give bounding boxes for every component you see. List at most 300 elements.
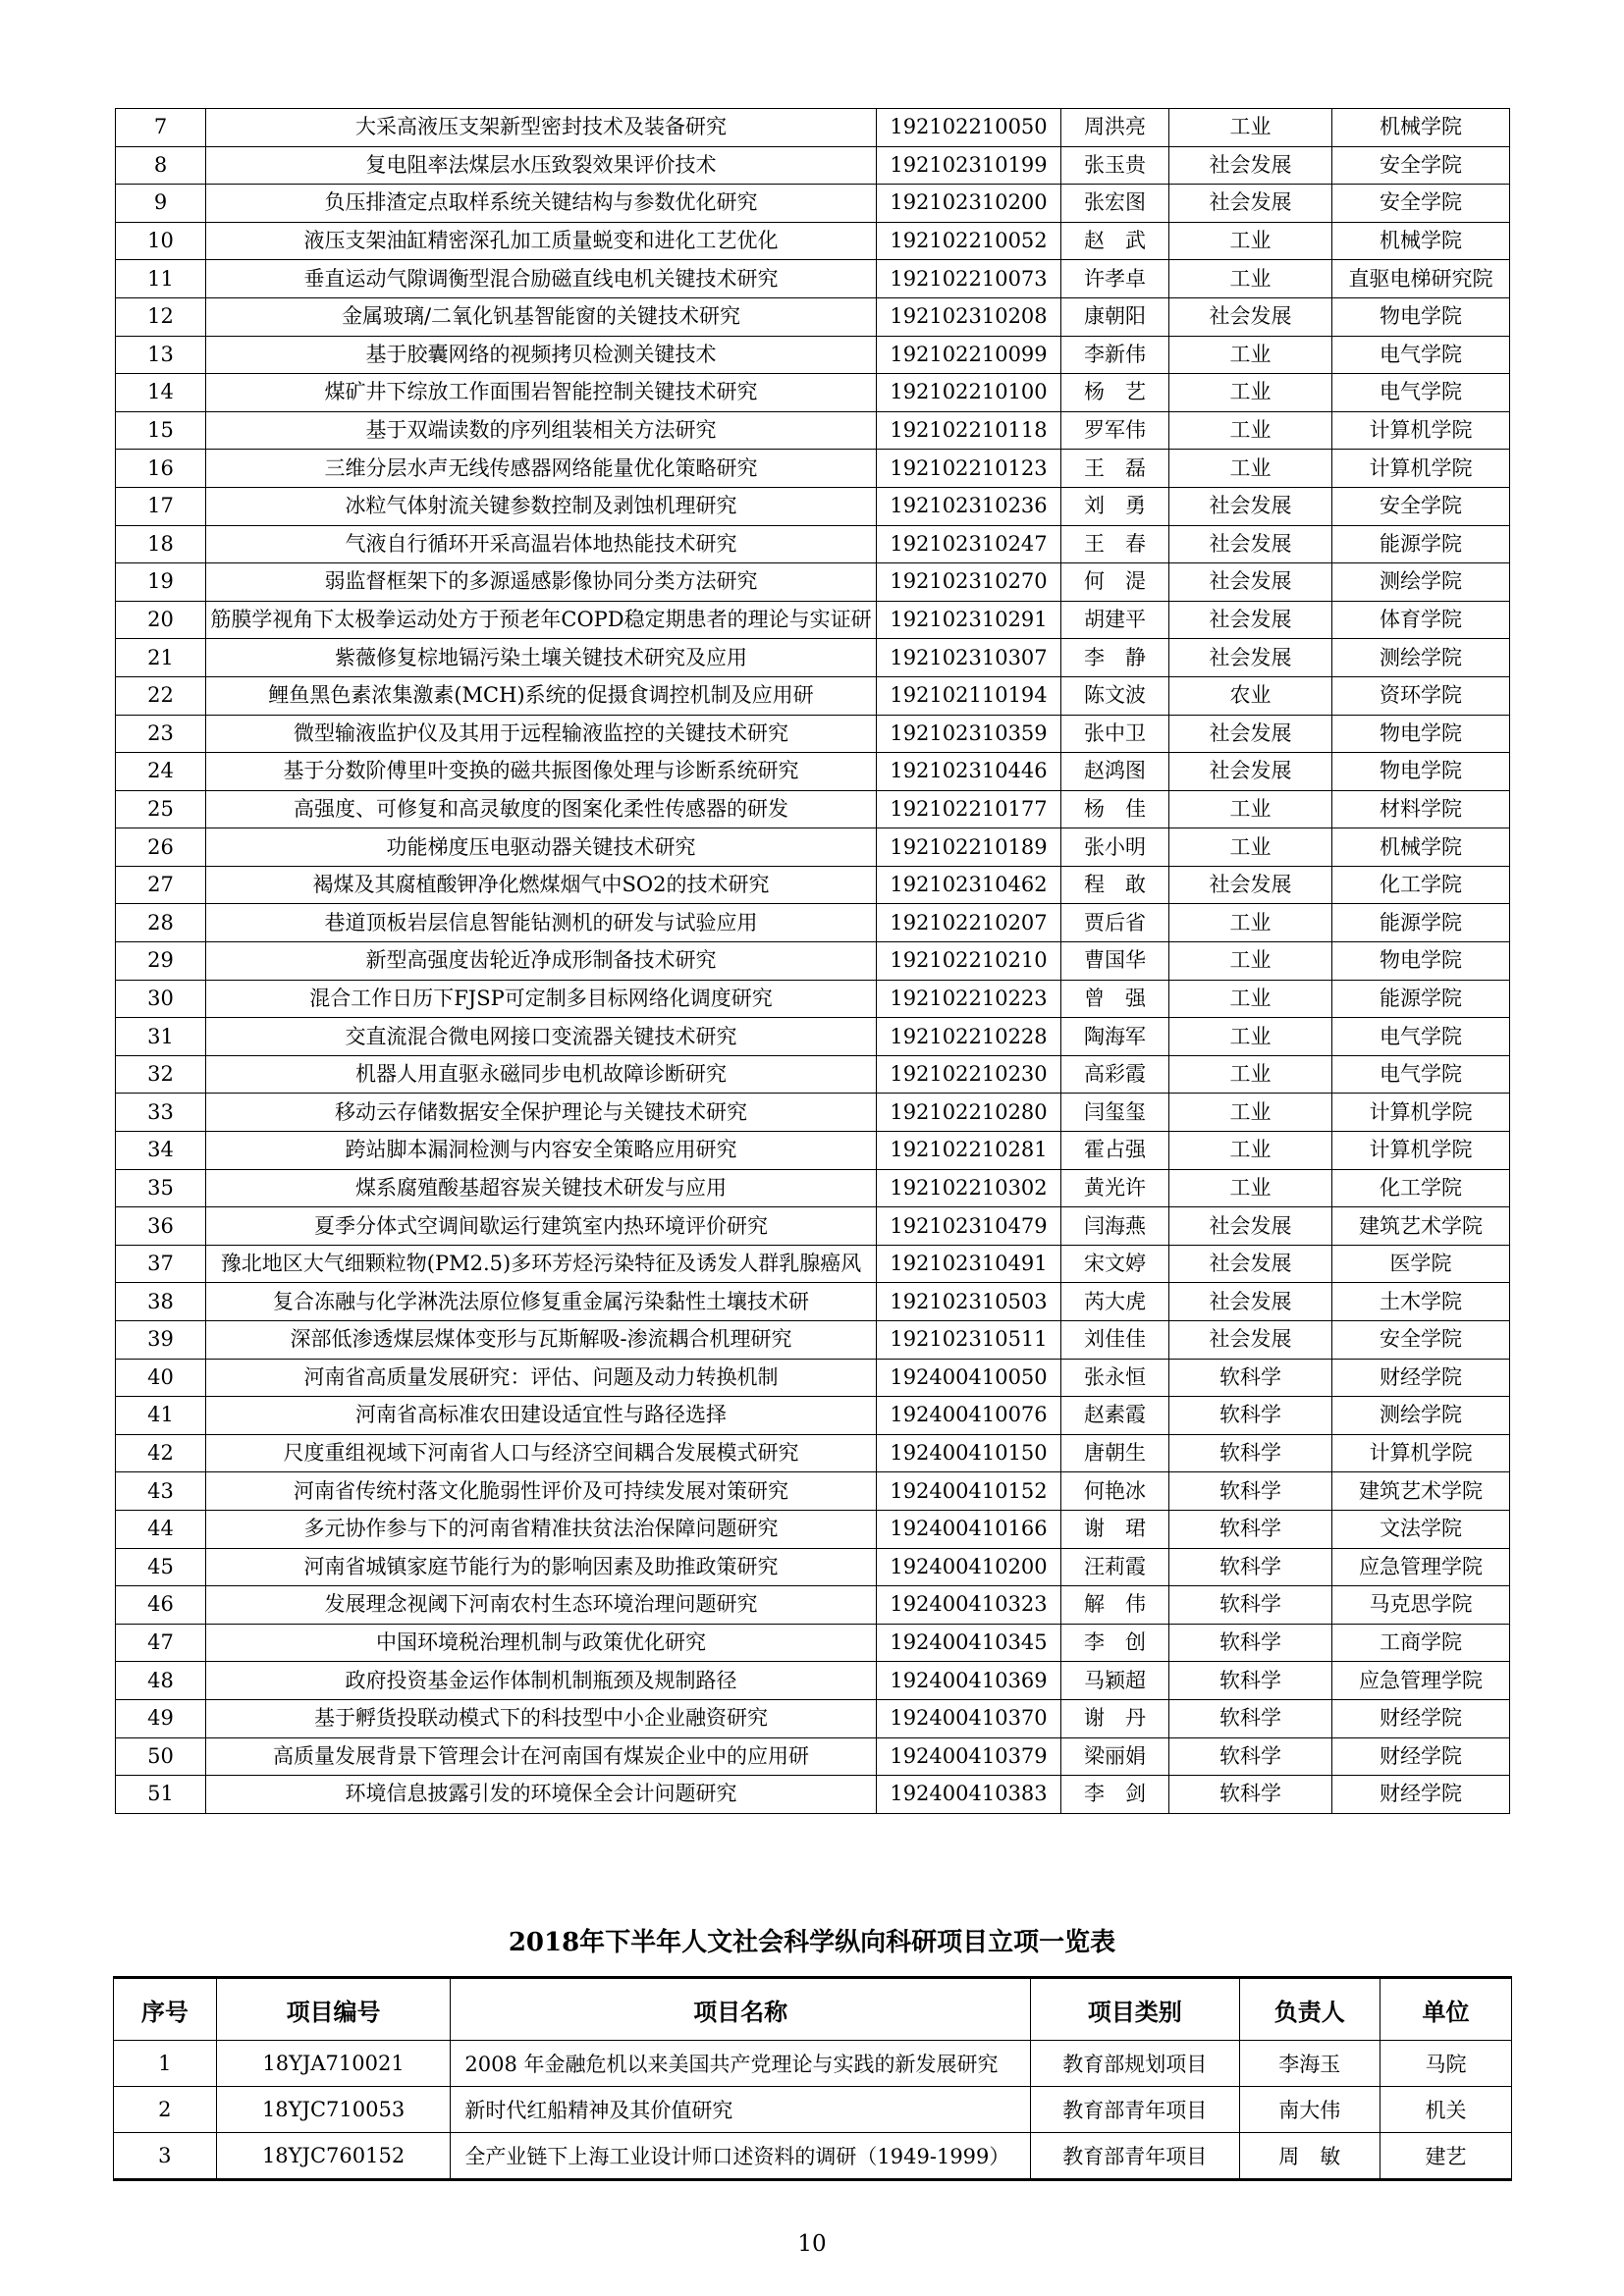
humanities-project-table xyxy=(113,1976,1512,2181)
cell-category: 社会发展 xyxy=(1169,487,1332,525)
cell-leader: 汪莉霞 xyxy=(1061,1548,1169,1586)
cell-category: 工业 xyxy=(1169,1132,1332,1170)
cell-category: 软科学 xyxy=(1169,1737,1332,1776)
cell-project-code: 192400410050 xyxy=(877,1359,1061,1397)
cell-project-code: 192102310236 xyxy=(877,487,1061,525)
cell-department: 测绘学院 xyxy=(1332,1397,1510,1435)
cell-row-index: 16 xyxy=(116,450,206,488)
cell-category: 社会发展 xyxy=(1169,715,1332,753)
cell-department: 测绘学院 xyxy=(1332,563,1510,602)
table-row xyxy=(116,1132,1510,1170)
cell-project-code: 192102110194 xyxy=(877,676,1061,715)
cell-project-name: 高强度、可修复和高灵敏度的图案化柔性传感器的研发 xyxy=(206,790,877,828)
cell-department: 马克思学院 xyxy=(1332,1586,1510,1625)
cell-project-code: 192102210123 xyxy=(877,450,1061,488)
table-row xyxy=(116,336,1510,374)
table-row xyxy=(116,487,1510,525)
table-row xyxy=(116,1169,1510,1207)
cell-row-index: 40 xyxy=(116,1359,206,1397)
cell-leader: 赵 武 xyxy=(1061,222,1169,260)
cell-leader: 张玉贵 xyxy=(1061,146,1169,185)
cell-project-code: 192102310291 xyxy=(877,601,1061,639)
cell-category: 工业 xyxy=(1169,904,1332,942)
cell-category: 软科学 xyxy=(1169,1699,1332,1737)
cell-project-code: 192102310511 xyxy=(877,1321,1061,1360)
cell-row-index: 35 xyxy=(116,1169,206,1207)
cell-leader: 曾 强 xyxy=(1061,980,1169,1018)
cell-category: 工业 xyxy=(1169,109,1332,147)
cell-leader: 宋文婷 xyxy=(1061,1245,1169,1283)
page-number: 10 xyxy=(797,2231,827,2257)
cell-row-index: 12 xyxy=(116,297,206,336)
column-header: 项目名称 xyxy=(451,1978,1031,2041)
table-row xyxy=(116,904,1510,942)
cell-project-name: 褐煤及其腐植酸钾净化燃煤烟气中SO2的技术研究 xyxy=(206,866,877,904)
cell-leader: 胡建平 xyxy=(1061,601,1169,639)
cell-category: 软科学 xyxy=(1169,1624,1332,1662)
cell-category: 工业 xyxy=(1169,260,1332,298)
cell-department: 机械学院 xyxy=(1332,828,1510,867)
cell-project-code: 192102210189 xyxy=(877,828,1061,867)
table-row xyxy=(116,1018,1510,1056)
cell-project-name: 煤矿井下综放工作面围岩智能控制关键技术研究 xyxy=(206,374,877,412)
cell-department: 能源学院 xyxy=(1332,904,1510,942)
cell-department: 建筑艺术学院 xyxy=(1332,1472,1510,1511)
cell-department: 应急管理学院 xyxy=(1332,1548,1510,1586)
cell-leader: 康朝阳 xyxy=(1061,297,1169,336)
cell-project-code: 192102310462 xyxy=(877,866,1061,904)
cell-project-name: 新型高强度齿轮近净成形制备技术研究 xyxy=(206,942,877,981)
cell-project-code: 192102310200 xyxy=(877,185,1061,223)
cell-category: 工业 xyxy=(1169,1055,1332,1094)
cell-department: 化工学院 xyxy=(1332,866,1510,904)
cell-row-index: 7 xyxy=(116,109,206,147)
cell-row-index: 50 xyxy=(116,1737,206,1776)
cell-category: 软科学 xyxy=(1169,1397,1332,1435)
cell-leader: 周 敏 xyxy=(1239,2133,1380,2180)
cell-project-code: 192102210280 xyxy=(877,1094,1061,1132)
cell-department: 文法学院 xyxy=(1332,1510,1510,1548)
cell-department: 能源学院 xyxy=(1332,980,1510,1018)
table-row xyxy=(116,1283,1510,1321)
cell-project-name: 基于双端读数的序列组装相关方法研究 xyxy=(206,411,877,450)
cell-project-code: 192102210223 xyxy=(877,980,1061,1018)
table-row xyxy=(116,676,1510,715)
cell-unit: 马院 xyxy=(1380,2041,1511,2087)
cell-leader: 张宏图 xyxy=(1061,185,1169,223)
cell-project-name: 交直流混合微电网接口变流器关键技术研究 xyxy=(206,1018,877,1056)
table-row xyxy=(116,1472,1510,1511)
cell-row-index: 11 xyxy=(116,260,206,298)
cell-project-type: 教育部规划项目 xyxy=(1030,2041,1239,2087)
cell-project-code: 192102210073 xyxy=(877,260,1061,298)
table-row xyxy=(116,1321,1510,1360)
cell-project-name: 大采高液压支架新型密封技术及装备研究 xyxy=(206,109,877,147)
cell-row-index: 42 xyxy=(116,1434,206,1472)
cell-department: 电气学院 xyxy=(1332,336,1510,374)
cell-leader: 闫玺玺 xyxy=(1061,1094,1169,1132)
cell-project-name: 垂直运动气隙调衡型混合励磁直线电机关键技术研究 xyxy=(206,260,877,298)
cell-leader: 赵鸿图 xyxy=(1061,753,1169,791)
table-row xyxy=(116,980,1510,1018)
cell-leader: 李海玉 xyxy=(1239,2041,1380,2087)
cell-department: 机械学院 xyxy=(1332,109,1510,147)
cell-project-name: 冰粒气体射流关键参数控制及剥蚀机理研究 xyxy=(206,487,877,525)
cell-row-index: 10 xyxy=(116,222,206,260)
cell-project-name: 全产业链下上海工业设计师口述资料的调研（1949-1999） xyxy=(451,2133,1031,2180)
cell-row-index: 13 xyxy=(116,336,206,374)
table-row xyxy=(116,146,1510,185)
cell-department: 直驱电梯研究院 xyxy=(1332,260,1510,298)
cell-leader: 陶海军 xyxy=(1061,1018,1169,1056)
cell-row-index: 24 xyxy=(116,753,206,791)
cell-row-index: 33 xyxy=(116,1094,206,1132)
cell-row-index: 48 xyxy=(116,1662,206,1700)
cell-category: 工业 xyxy=(1169,222,1332,260)
cell-department: 测绘学院 xyxy=(1332,639,1510,677)
cell-leader: 曹国华 xyxy=(1061,942,1169,981)
cell-project-name: 河南省传统村落文化脆弱性评价及可持续发展对策研究 xyxy=(206,1472,877,1511)
cell-project-name: 夏季分体式空调间歇运行建筑室内热环境评价研究 xyxy=(206,1207,877,1246)
cell-project-name: 金属玻璃/二氧化钒基智能窗的关键技术研究 xyxy=(206,297,877,336)
cell-leader: 罗军伟 xyxy=(1061,411,1169,450)
cell-department: 财经学院 xyxy=(1332,1699,1510,1737)
cell-project-name: 液压支架油缸精密深孔加工质量蜕变和进化工艺优化 xyxy=(206,222,877,260)
cell-leader: 梁丽娟 xyxy=(1061,1737,1169,1776)
table-row xyxy=(116,1434,1510,1472)
cell-department: 安全学院 xyxy=(1332,1321,1510,1360)
cell-row-index: 38 xyxy=(116,1283,206,1321)
cell-department: 安全学院 xyxy=(1332,146,1510,185)
cell-leader: 闫海燕 xyxy=(1061,1207,1169,1246)
table-row xyxy=(116,1624,1510,1662)
cell-department: 安全学院 xyxy=(1332,185,1510,223)
cell-project-name: 政府投资基金运作体制机制瓶颈及规制路径 xyxy=(206,1662,877,1700)
cell-category: 软科学 xyxy=(1169,1510,1332,1548)
cell-category: 工业 xyxy=(1169,336,1332,374)
cell-project-name: 河南省城镇家庭节能行为的影响因素及助推政策研究 xyxy=(206,1548,877,1586)
cell-category: 农业 xyxy=(1169,676,1332,715)
cell-project-name: 环境信息披露引发的环境保全会计问题研究 xyxy=(206,1776,877,1814)
cell-department: 电气学院 xyxy=(1332,1055,1510,1094)
cell-project-code: 192102210050 xyxy=(877,109,1061,147)
cell-project-name: 多元协作参与下的河南省精准扶贫法治保障问题研究 xyxy=(206,1510,877,1548)
cell-department: 体育学院 xyxy=(1332,601,1510,639)
cell-project-code: 192102310359 xyxy=(877,715,1061,753)
table-row xyxy=(114,2087,1512,2133)
table-row xyxy=(114,2041,1512,2087)
cell-project-code: 192102210281 xyxy=(877,1132,1061,1170)
cell-project-name: 鲤鱼黑色素浓集激素(MCH)系统的促摄食调控机制及应用研 xyxy=(206,676,877,715)
cell-project-code: 192102310247 xyxy=(877,525,1061,563)
cell-department: 材料学院 xyxy=(1332,790,1510,828)
cell-row-index: 45 xyxy=(116,1548,206,1586)
cell-department: 电气学院 xyxy=(1332,374,1510,412)
cell-row-index: 15 xyxy=(116,411,206,450)
table-row xyxy=(116,942,1510,981)
cell-project-code: 192400410200 xyxy=(877,1548,1061,1586)
cell-category: 工业 xyxy=(1169,1094,1332,1132)
cell-row-index: 47 xyxy=(116,1624,206,1662)
cell-row-index: 25 xyxy=(116,790,206,828)
cell-project-name: 混合工作日历下FJSP可定制多目标网络化调度研究 xyxy=(206,980,877,1018)
table-row xyxy=(116,563,1510,602)
cell-row-index: 22 xyxy=(116,676,206,715)
cell-leader: 解 伟 xyxy=(1061,1586,1169,1625)
cell-row-index: 18 xyxy=(116,525,206,563)
table-row xyxy=(116,790,1510,828)
cell-leader: 何艳冰 xyxy=(1061,1472,1169,1511)
cell-project-name: 发展理念视阈下河南农村生态环境治理问题研究 xyxy=(206,1586,877,1625)
table-row xyxy=(116,1737,1510,1776)
table-row xyxy=(116,715,1510,753)
cell-row-index: 37 xyxy=(116,1245,206,1283)
cell-leader: 周洪亮 xyxy=(1061,109,1169,147)
cell-project-code: 192400410152 xyxy=(877,1472,1061,1511)
cell-project-name: 豫北地区大气细颗粒物(PM2.5)多环芳烃污染特征及诱发人群乳腺癌风 xyxy=(206,1245,877,1283)
cell-leader: 陈文波 xyxy=(1061,676,1169,715)
cell-leader: 黄光许 xyxy=(1061,1169,1169,1207)
cell-project-name: 基于胶囊网络的视频拷贝检测关键技术 xyxy=(206,336,877,374)
table-row xyxy=(116,1586,1510,1625)
cell-project-name: 弱监督框架下的多源遥感影像协同分类方法研究 xyxy=(206,563,877,602)
cell-category: 社会发展 xyxy=(1169,1245,1332,1283)
cell-project-type: 教育部青年项目 xyxy=(1030,2087,1239,2133)
cell-category: 社会发展 xyxy=(1169,866,1332,904)
cell-department: 建筑艺术学院 xyxy=(1332,1207,1510,1246)
cell-project-code: 192102310503 xyxy=(877,1283,1061,1321)
cell-category: 软科学 xyxy=(1169,1776,1332,1814)
cell-category: 社会发展 xyxy=(1169,146,1332,185)
cell-project-name: 深部低渗透煤层煤体变形与瓦斯解吸-渗流耦合机理研究 xyxy=(206,1321,877,1360)
project-list-table xyxy=(115,108,1510,1814)
cell-project-name: 气液自行循环开采高温岩体地热能技术研究 xyxy=(206,525,877,563)
cell-unit: 建艺 xyxy=(1380,2133,1511,2180)
table-row xyxy=(116,297,1510,336)
cell-row-index: 26 xyxy=(116,828,206,867)
cell-row-index: 23 xyxy=(116,715,206,753)
cell-row-index: 19 xyxy=(116,563,206,602)
cell-project-name: 复电阻率法煤层水压致裂效果评价技术 xyxy=(206,146,877,185)
cell-row-index: 51 xyxy=(116,1776,206,1814)
cell-row-index: 29 xyxy=(116,942,206,981)
cell-project-name: 功能梯度压电驱动器关键技术研究 xyxy=(206,828,877,867)
cell-category: 软科学 xyxy=(1169,1548,1332,1586)
cell-leader: 赵素霞 xyxy=(1061,1397,1169,1435)
cell-project-name: 筋膜学视角下太极拳运动处方于预老年COPD稳定期患者的理论与实证研 xyxy=(206,601,877,639)
cell-category: 工业 xyxy=(1169,1018,1332,1056)
cell-category: 社会发展 xyxy=(1169,1207,1332,1246)
cell-leader: 杨 佳 xyxy=(1061,790,1169,828)
cell-project-name: 负压排渣定点取样系统关键结构与参数优化研究 xyxy=(206,185,877,223)
cell-department: 物电学院 xyxy=(1332,942,1510,981)
cell-project-code: 192400410369 xyxy=(877,1662,1061,1700)
cell-department: 计算机学院 xyxy=(1332,1094,1510,1132)
table-row xyxy=(116,1699,1510,1737)
column-header: 单位 xyxy=(1380,1978,1511,2041)
cell-project-code: 192102210230 xyxy=(877,1055,1061,1094)
cell-project-name: 新时代红船精神及其价值研究 xyxy=(451,2087,1031,2133)
table-row xyxy=(116,450,1510,488)
cell-project-code: 192102210052 xyxy=(877,222,1061,260)
cell-row-index: 41 xyxy=(116,1397,206,1435)
cell-department: 财经学院 xyxy=(1332,1359,1510,1397)
cell-department: 医学院 xyxy=(1332,1245,1510,1283)
table-row xyxy=(116,222,1510,260)
cell-project-name: 紫薇修复棕地镉污染土壤关键技术研究及应用 xyxy=(206,639,877,677)
cell-category: 工业 xyxy=(1169,411,1332,450)
cell-project-name: 煤系腐殖酸基超容炭关键技术研发与应用 xyxy=(206,1169,877,1207)
cell-category: 社会发展 xyxy=(1169,525,1332,563)
cell-row-index: 43 xyxy=(116,1472,206,1511)
cell-department: 应急管理学院 xyxy=(1332,1662,1510,1700)
cell-department: 计算机学院 xyxy=(1332,1434,1510,1472)
cell-project-code: 192102210100 xyxy=(877,374,1061,412)
cell-row-index: 2 xyxy=(114,2087,217,2133)
cell-row-index: 8 xyxy=(116,146,206,185)
cell-department: 财经学院 xyxy=(1332,1776,1510,1814)
cell-category: 社会发展 xyxy=(1169,753,1332,791)
table-row xyxy=(116,1776,1510,1814)
cell-project-code: 192102210099 xyxy=(877,336,1061,374)
cell-leader: 程 敢 xyxy=(1061,866,1169,904)
cell-project-code: 192400410166 xyxy=(877,1510,1061,1548)
cell-category: 社会发展 xyxy=(1169,601,1332,639)
cell-leader: 王 磊 xyxy=(1061,450,1169,488)
cell-row-index: 17 xyxy=(116,487,206,525)
cell-row-index: 34 xyxy=(116,1132,206,1170)
cell-leader: 李 静 xyxy=(1061,639,1169,677)
cell-project-code: 192102210228 xyxy=(877,1018,1061,1056)
cell-project-name: 巷道顶板岩层信息智能钻测机的研发与试验应用 xyxy=(206,904,877,942)
cell-category: 工业 xyxy=(1169,450,1332,488)
cell-project-code: 192102310446 xyxy=(877,753,1061,791)
column-header: 项目类别 xyxy=(1030,1978,1239,2041)
cell-row-index: 1 xyxy=(114,2041,217,2087)
cell-project-code: 192400410379 xyxy=(877,1737,1061,1776)
cell-row-index: 21 xyxy=(116,639,206,677)
cell-project-name: 移动云存储数据安全保护理论与关键技术研究 xyxy=(206,1094,877,1132)
cell-project-code: 18YJC760152 xyxy=(216,2133,451,2180)
cell-row-index: 36 xyxy=(116,1207,206,1246)
cell-category: 社会发展 xyxy=(1169,185,1332,223)
cell-leader: 杨 艺 xyxy=(1061,374,1169,412)
cell-department: 物电学院 xyxy=(1332,297,1510,336)
table-row xyxy=(116,866,1510,904)
cell-category: 工业 xyxy=(1169,942,1332,981)
cell-category: 软科学 xyxy=(1169,1359,1332,1397)
table-row xyxy=(116,185,1510,223)
cell-row-index: 3 xyxy=(114,2133,217,2180)
cell-leader: 南大伟 xyxy=(1239,2087,1380,2133)
cell-category: 工业 xyxy=(1169,374,1332,412)
cell-category: 工业 xyxy=(1169,1169,1332,1207)
cell-leader: 高彩霞 xyxy=(1061,1055,1169,1094)
table-row xyxy=(116,601,1510,639)
cell-project-code: 192102310270 xyxy=(877,563,1061,602)
cell-project-code: 192102210118 xyxy=(877,411,1061,450)
cell-leader: 李 创 xyxy=(1061,1624,1169,1662)
cell-leader: 李新伟 xyxy=(1061,336,1169,374)
cell-project-code: 192400410345 xyxy=(877,1624,1061,1662)
cell-row-index: 9 xyxy=(116,185,206,223)
cell-department: 计算机学院 xyxy=(1332,450,1510,488)
cell-project-code: 192102210207 xyxy=(877,904,1061,942)
cell-department: 物电学院 xyxy=(1332,715,1510,753)
table-row xyxy=(116,828,1510,867)
table-row xyxy=(116,753,1510,791)
cell-leader: 何 湜 xyxy=(1061,563,1169,602)
cell-leader: 贾后省 xyxy=(1061,904,1169,942)
table-row xyxy=(116,639,1510,677)
cell-row-index: 46 xyxy=(116,1586,206,1625)
cell-department: 安全学院 xyxy=(1332,487,1510,525)
cell-category: 社会发展 xyxy=(1169,1283,1332,1321)
table-row xyxy=(116,1245,1510,1283)
cell-project-name: 三维分层水声无线传感器网络能量优化策略研究 xyxy=(206,450,877,488)
table-row xyxy=(116,1359,1510,1397)
cell-department: 电气学院 xyxy=(1332,1018,1510,1056)
cell-project-name: 跨站脚本漏洞检测与内容安全策略应用研究 xyxy=(206,1132,877,1170)
cell-project-code: 192102310199 xyxy=(877,146,1061,185)
cell-department: 机械学院 xyxy=(1332,222,1510,260)
cell-leader: 马颖超 xyxy=(1061,1662,1169,1700)
cell-project-name: 2008 年金融危机以来美国共产党理论与实践的新发展研究 xyxy=(451,2041,1031,2087)
cell-project-code: 192102210302 xyxy=(877,1169,1061,1207)
cell-leader: 张小明 xyxy=(1061,828,1169,867)
cell-row-index: 14 xyxy=(116,374,206,412)
table2-title: 2018年下半年人文社会科学纵向科研项目立项一览表 xyxy=(508,1928,1116,1957)
cell-unit: 机关 xyxy=(1380,2087,1511,2133)
cell-project-name: 机器人用直驱永磁同步电机故障诊断研究 xyxy=(206,1055,877,1094)
table-row xyxy=(116,260,1510,298)
cell-row-index: 39 xyxy=(116,1321,206,1360)
cell-project-code: 192102310491 xyxy=(877,1245,1061,1283)
cell-row-index: 28 xyxy=(116,904,206,942)
table-row xyxy=(116,525,1510,563)
cell-department: 财经学院 xyxy=(1332,1737,1510,1776)
cell-project-code: 18YJC710053 xyxy=(216,2087,451,2133)
cell-department: 工商学院 xyxy=(1332,1624,1510,1662)
cell-row-index: 30 xyxy=(116,980,206,1018)
cell-leader: 张永恒 xyxy=(1061,1359,1169,1397)
table-row xyxy=(116,1397,1510,1435)
cell-department: 资环学院 xyxy=(1332,676,1510,715)
cell-project-code: 18YJA710021 xyxy=(216,2041,451,2087)
cell-category: 工业 xyxy=(1169,980,1332,1018)
cell-project-code: 192400410323 xyxy=(877,1586,1061,1625)
cell-department: 计算机学院 xyxy=(1332,1132,1510,1170)
cell-row-index: 27 xyxy=(116,866,206,904)
cell-leader: 芮大虎 xyxy=(1061,1283,1169,1321)
column-header: 项目编号 xyxy=(216,1978,451,2041)
cell-category: 软科学 xyxy=(1169,1472,1332,1511)
cell-project-code: 192102210177 xyxy=(877,790,1061,828)
cell-row-index: 44 xyxy=(116,1510,206,1548)
cell-project-type: 教育部青年项目 xyxy=(1030,2133,1239,2180)
cell-leader: 张中卫 xyxy=(1061,715,1169,753)
cell-project-name: 基于分数阶傅里叶变换的磁共振图像处理与诊断系统研究 xyxy=(206,753,877,791)
cell-project-code: 192102210210 xyxy=(877,942,1061,981)
cell-leader: 刘佳佳 xyxy=(1061,1321,1169,1360)
cell-leader: 李 剑 xyxy=(1061,1776,1169,1814)
cell-project-name: 微型输液监护仪及其用于远程输液监控的关键技术研究 xyxy=(206,715,877,753)
cell-category: 软科学 xyxy=(1169,1662,1332,1700)
cell-project-code: 192400410150 xyxy=(877,1434,1061,1472)
table-row xyxy=(116,1548,1510,1586)
cell-leader: 谢 丹 xyxy=(1061,1699,1169,1737)
cell-department: 物电学院 xyxy=(1332,753,1510,791)
